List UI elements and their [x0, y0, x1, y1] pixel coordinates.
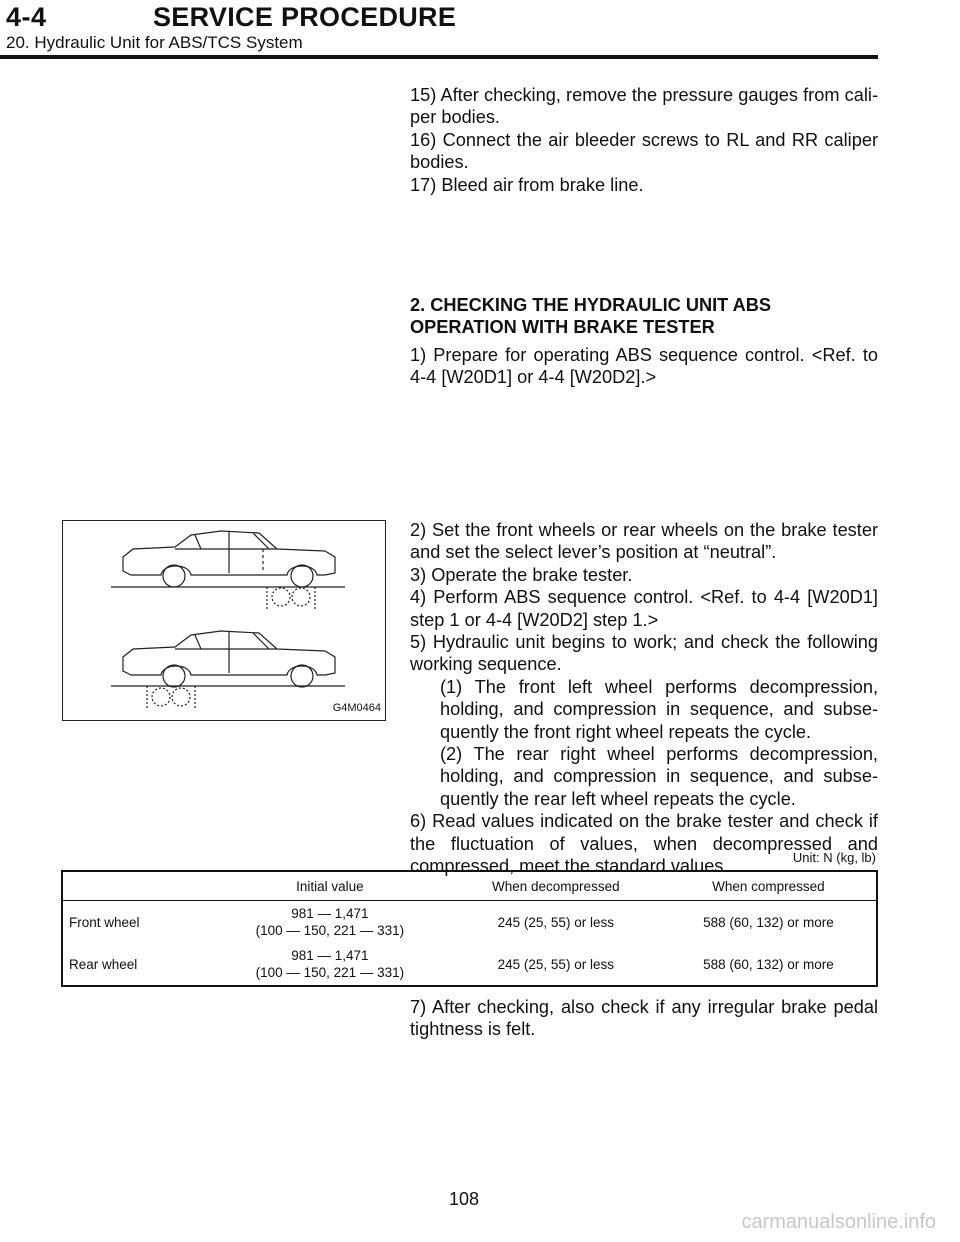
table-row: [62, 943, 877, 986]
section-heading-line1: 2. CHECKING THE HYDRAULIC UNIT ABS: [410, 295, 772, 315]
step-5-1: (1) The front left wheel performs decompression, holding, and compression in sequence, and subse-quently the front right wheel repeats the cycle.: [440, 676, 878, 742]
page-subtitle: 20. Hydraulic Unit for ABS/TCS System: [6, 33, 303, 52]
step-6: 6) Read values indicated on the brake tester and check if the fluctuation of values, when decompressed and compressed, meet the standard values.: [410, 811, 878, 877]
step-5-2: (2) The rear right wheel performs decompression, holding, and compression in sequence, and subse-quently the rear left wheel repeats the cycle.: [440, 744, 878, 809]
step-15: 15) After checking, remove the pressure gauges from cali-per bodies.: [410, 85, 878, 128]
step-1: 1) Prepare for operating ABS sequence control. <Ref. to 4-4 [W20D1] or 4-4 [W20D2].>: [410, 345, 878, 388]
table-row: [62, 901, 877, 944]
roller-4: [172, 688, 190, 706]
step-17: 17) Bleed air from brake line.: [410, 174, 644, 195]
section-2: [410, 294, 878, 389]
initial-value-kg-lb: (100 — 150, 221 — 331): [255, 923, 405, 938]
section-heading-line2: OPERATION WITH BRAKE TESTER: [410, 317, 715, 337]
decompressed-cell: 245 (25, 55) or less: [497, 914, 614, 930]
roller-2: [292, 588, 310, 606]
initial-value-n: 981 — 1,471: [291, 948, 369, 963]
step-5: 5) Hydraulic unit begins to work; and check the following working sequence.: [410, 632, 878, 675]
standard-values-table: [61, 870, 878, 987]
table-header: Initial value: [209, 871, 451, 901]
steps-15-17: [410, 84, 878, 196]
roller-3: [152, 688, 170, 706]
step-7: 7) After checking, also check if any irregular brake pedal tightness is felt.: [410, 997, 878, 1040]
figure-code: G4M0464: [332, 702, 381, 714]
rear-wheel-bottom: [291, 665, 313, 687]
rear-wheel-top: [291, 565, 313, 587]
header-divider: [0, 55, 878, 59]
row-label: Rear wheel: [69, 956, 138, 972]
initial-value-kg-lb: (100 — 150, 221 — 331): [255, 965, 405, 980]
table-header: [62, 871, 209, 901]
steps-2-6: [410, 519, 878, 878]
roller-1: [272, 588, 290, 606]
table-unit: Unit: N (kg, lb): [792, 850, 876, 865]
step-7-block: [410, 996, 878, 1041]
section-number: 4-4: [6, 2, 47, 32]
decompressed-cell: 245 (25, 55) or less: [497, 956, 614, 972]
page-number: 108: [449, 1189, 480, 1209]
compressed-cell: 588 (60, 132) or more: [703, 914, 834, 930]
front-wheel-top: [163, 565, 185, 587]
row-label: Front wheel: [69, 914, 140, 930]
step-2: 2) Set the front wheels or rear wheels on the brake tester and set the select lever’s position at “neutral”.: [410, 520, 878, 563]
initial-value-cell: [209, 943, 451, 986]
initial-value-cell: [209, 901, 451, 944]
initial-value-n: 981 — 1,471: [291, 906, 369, 921]
watermark: carmanualsonline.info: [741, 1211, 936, 1233]
step-4: 4) Perform ABS sequence control. <Ref. to 4-4 [W20D1] step 1 or 4-4 [W20D2] step 1.>: [410, 587, 878, 630]
table-header: When decompressed: [451, 871, 661, 901]
step-3: 3) Operate the brake tester.: [410, 564, 633, 585]
page-title: SERVICE PROCEDURE: [153, 2, 457, 32]
compressed-cell: 588 (60, 132) or more: [703, 956, 834, 972]
front-wheel-bottom: [163, 665, 185, 687]
table-header: When compressed: [661, 871, 877, 901]
table-header-row: [62, 871, 877, 901]
brake-tester-figure: [62, 520, 386, 721]
step-16: 16) Connect the air bleeder screws to RL and RR caliper bodies.: [410, 129, 878, 173]
car-on-tester-diagram: [63, 521, 385, 720]
